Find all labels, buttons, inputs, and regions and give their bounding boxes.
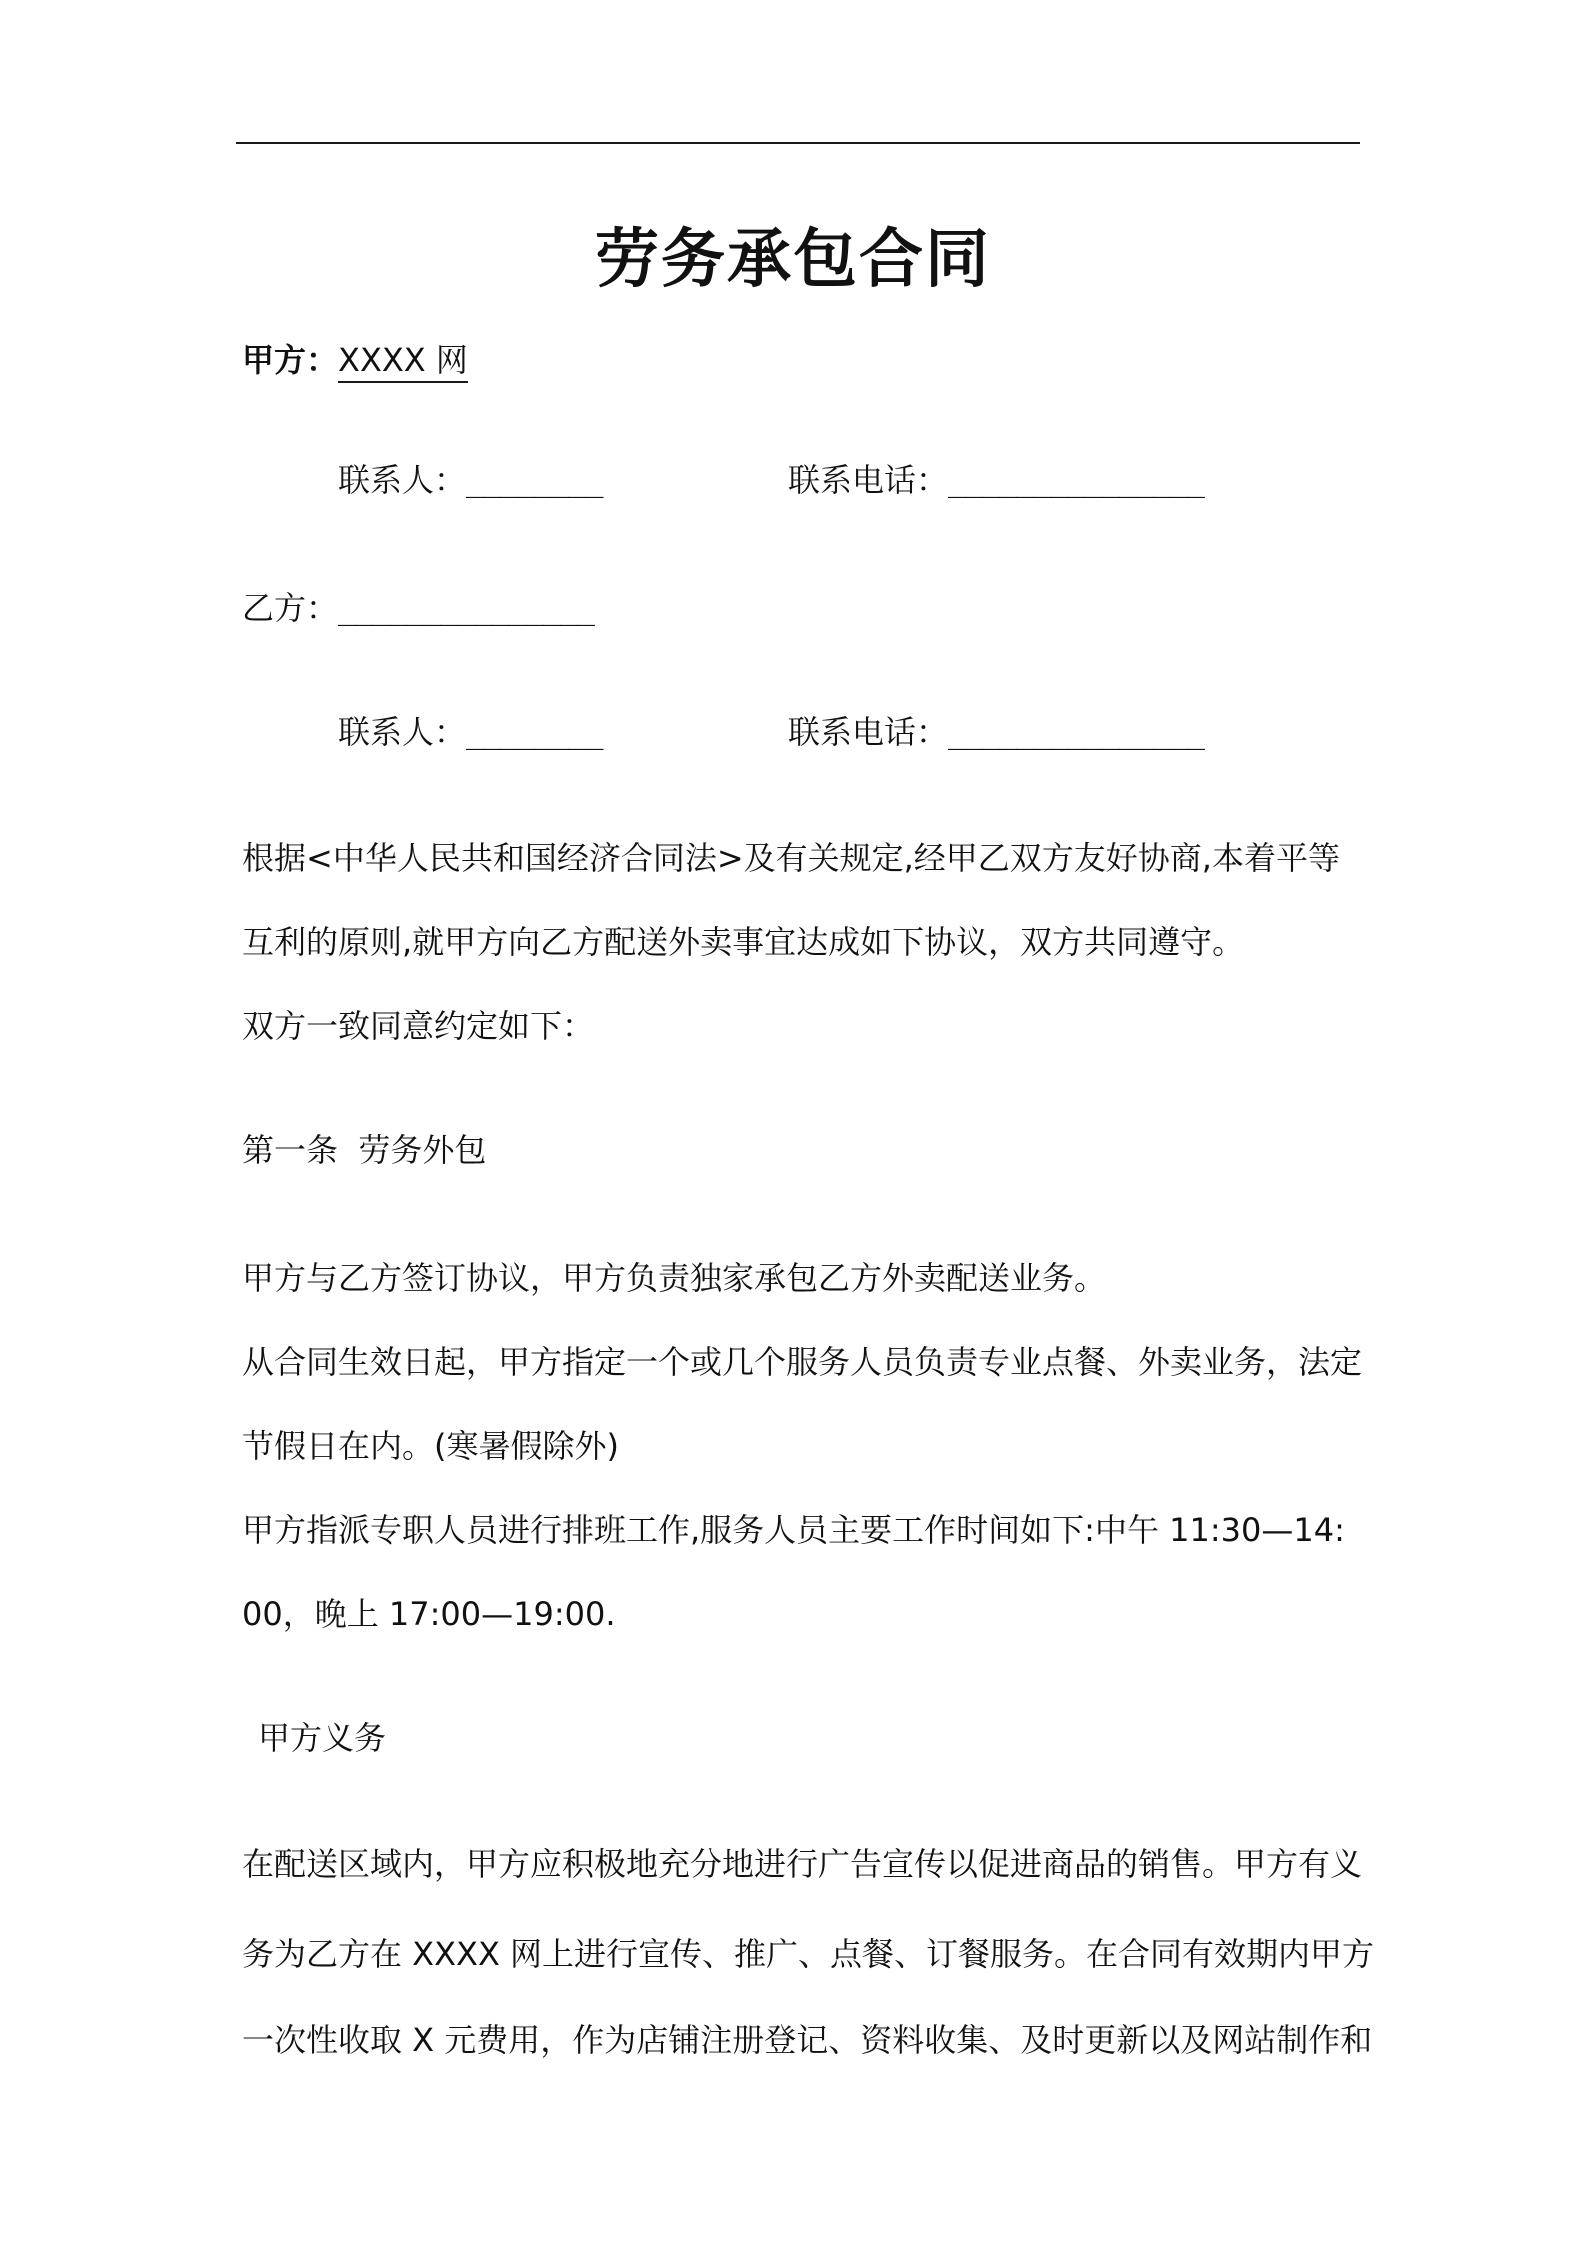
party-b-contact-label: 联系人： [338,713,467,751]
party-b-phone-label: 联系电话： [788,713,949,751]
section-2-line-2: 务为乙方在 XXXX 网上进行宣传、推广、点餐、订餐服务。在合同有效期内甲方 [242,1935,1375,1973]
party-b-line [242,588,594,630]
preamble-line-2: 互利的原则,就甲方向乙方配送外卖事宜达成如下协议，双方共同遵守。 [242,923,1245,961]
article-1-line-1: 甲方与乙方签订协议，甲方负责独家承包乙方外卖配送业务。 [242,1259,1107,1297]
party-a-name: XXXX 网 [338,341,468,383]
article-1-line-4: 甲方指派专职人员进行排班工作,服务人员主要工作时间如下:中午 11:30—14: [242,1511,1345,1549]
party-b-phone-line [788,712,1204,754]
article-1-heading [242,1130,486,1170]
party-a-contact-label: 联系人： [338,461,467,499]
article-1-line-5: 00，晚上 17:00—19:00. [242,1595,616,1633]
party-b-contact-blank: ________ [466,716,603,751]
party-a-phone-blank: _______________ [948,464,1204,499]
article-1-line-2: 从合同生效日起，甲方指定一个或几个服务人员负责专业点餐、外卖业务，法定 [242,1343,1363,1381]
party-a-phone-line [788,460,1204,502]
header-rule [236,142,1360,144]
party-a-contact-blank: ________ [466,464,603,499]
article-1-number: 第一条 [242,1131,339,1169]
party-b-phone-blank: _______________ [948,716,1204,751]
party-b-contact-line [338,712,603,754]
party-a-line [242,340,468,380]
party-a-contact-line [338,460,603,502]
preamble-line-3: 双方一致同意约定如下： [242,1007,595,1045]
party-b-label: 乙方： [242,589,339,627]
party-a-label: 甲方： [242,341,339,379]
document-title: 劳务承包合同 [595,223,991,297]
article-1-line-3: 节假日在内。(寒暑假除外) [242,1427,619,1465]
section-2-line-3: 一次性收取 X 元费用，作为店铺注册登记、资料收集、及时更新以及网站制作和 [242,2021,1373,2059]
party-a-phone-label: 联系电话： [788,461,949,499]
section-2-heading: 甲方义务 [258,1719,387,1757]
article-1-title: 劳务外包 [358,1131,487,1169]
section-2-line-1: 在配送区域内，甲方应积极地充分地进行广告宣传以促进商品的销售。甲方有义 [242,1845,1363,1883]
party-b-name-blank: _______________ [338,592,594,627]
preamble-line-1: 根据<中华人民共和国经济合同法>及有关规定,经甲乙双方友好协商,本着平等 [242,839,1340,877]
